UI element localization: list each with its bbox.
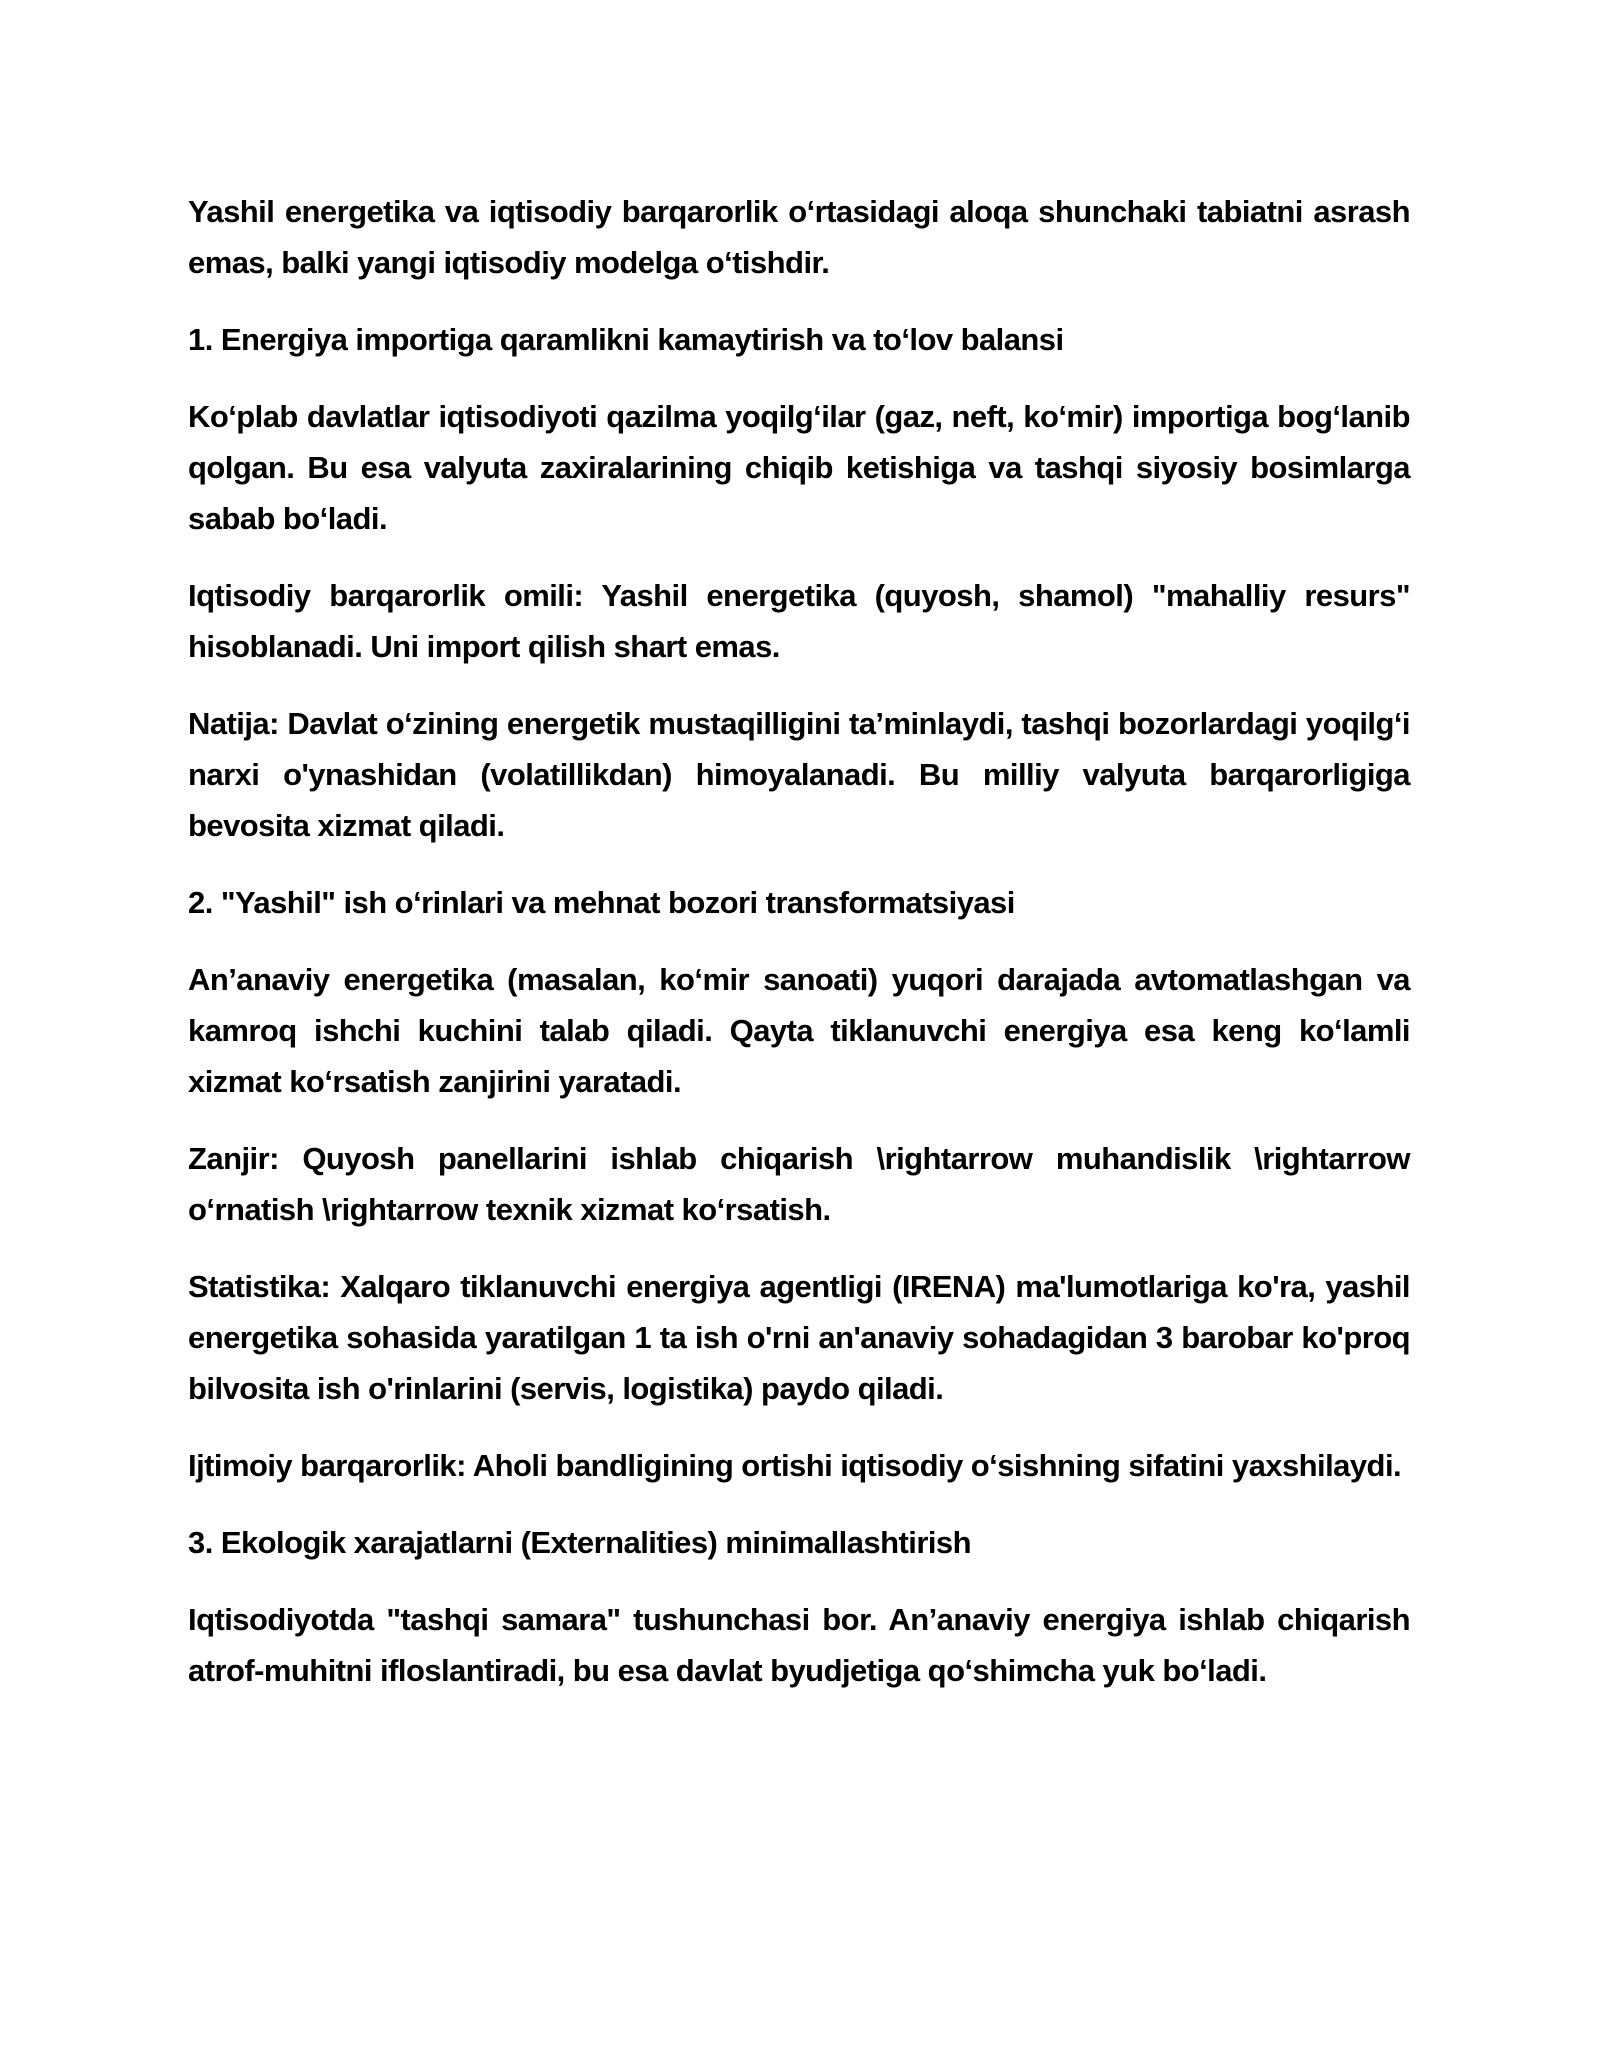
- section-2-heading: 2. "Yashil" ish o‘rinlari va mehnat bozori transformatsiyasi: [188, 885, 1015, 920]
- section-2-paragraph-traditional: An’anaviy energetika (masalan, ko‘mir sanoati) yuqori darajada avtomatlashgan va kamroq ishchi kuchini talab qiladi. Qayta tiklanuvchi energiya esa keng ko‘lamli xizmat ko‘rsatish zanjirini yaratadi.: [188, 962, 1410, 1099]
- section-1-paragraph-factor: Iqtisodiy barqarorlik omili: Yashil energetika (quyosh, shamol) "mahalliy resurs" hisoblanadi. Uni import qilish shart emas.: [188, 578, 1410, 664]
- section-1-heading: 1. Energiya importiga qaramlikni kamaytirish va to‘lov balansi: [188, 322, 1064, 357]
- section-1-paragraph-result: Natija: Davlat o‘zining energetik mustaqilligini ta’minlaydi, tashqi bozorlardagi yoqilg‘i narxi o'ynashidan (volatillikdan) himoyalanadi. Bu milliy valyuta barqarorligiga bevosita xizmat qiladi.: [188, 706, 1410, 843]
- section-3-heading: 3. Ekologik xarajatlarni (Externalities) minimallashtirish: [188, 1525, 972, 1560]
- document-body: [188, 186, 1410, 1722]
- section-2-paragraph-statistics: Statistika: Xalqaro tiklanuvchi energiya agentligi (IRENA) ma'lumotlariga ko'ra, yashil energetika sohasida yaratilgan 1 ta ish o'rni an'anaviy sohadagidan 3 barobar ko'proq bilvosita ish o'rinlarini (servis, logistika) paydo qiladi.: [188, 1269, 1410, 1406]
- section-1-paragraph-import: Ko‘plab davlatlar iqtisodiyoti qazilma yoqilg‘ilar (gaz, neft, ko‘mir) importiga bog‘lanib qolgan. Bu esa valyuta zaxiralarining chiqib ketishiga va tashqi siyosiy bosimlarga sabab bo‘ladi.: [188, 399, 1410, 536]
- section-3-paragraph-externalities: Iqtisodiyotda "tashqi samara" tushunchasi bor. An’anaviy energiya ishlab chiqarish atrof-muhitni ifloslantiradi, bu esa davlat byudjetiga qo‘shimcha yuk bo‘ladi.: [188, 1602, 1410, 1688]
- section-2-paragraph-chain: Zanjir: Quyosh panellarini ishlab chiqarish \rightarrow muhandislik \rightarrow o‘rnatish \rightarrow texnik xizmat ko‘rsatish.: [188, 1141, 1410, 1227]
- intro-paragraph: Yashil energetika va iqtisodiy barqarorlik o‘rtasidagi aloqa shunchaki tabiatni asrash emas, balki yangi iqtisodiy modelga o‘tishdir.: [188, 194, 1410, 280]
- section-2-paragraph-social: Ijtimoiy barqarorlik: Aholi bandligining ortishi iqtisodiy o‘sishning sifatini yaxshilaydi.: [188, 1448, 1402, 1483]
